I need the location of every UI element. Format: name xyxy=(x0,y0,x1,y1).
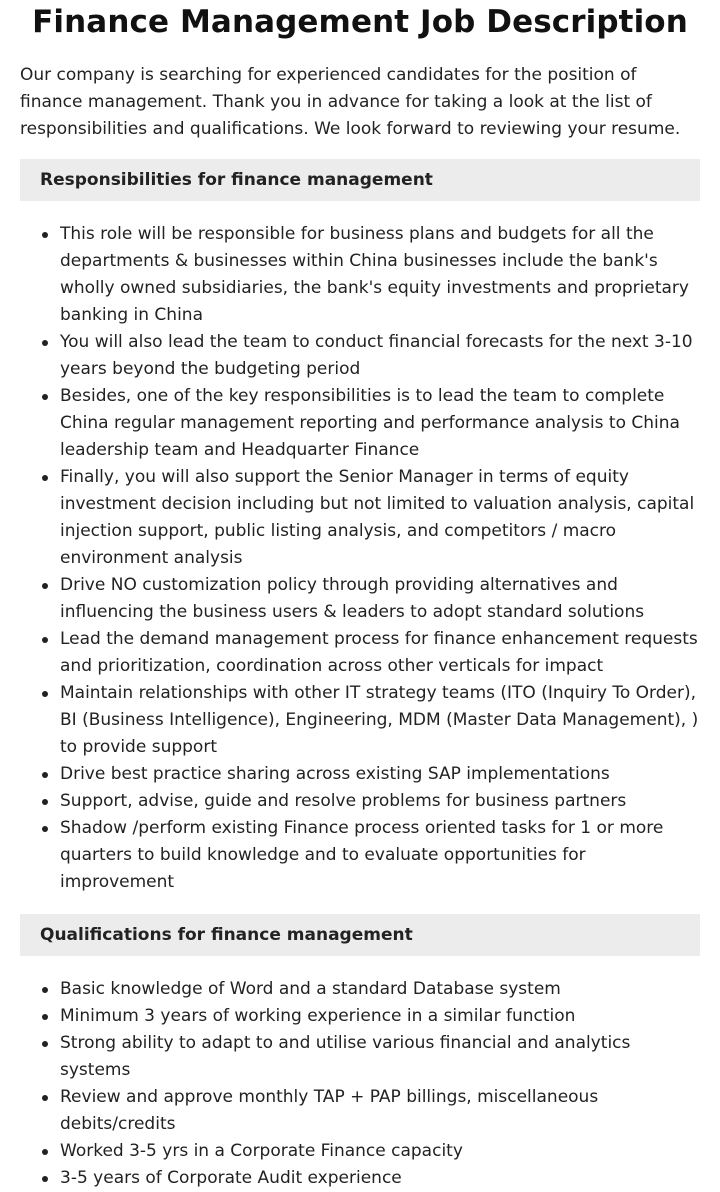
page-title: Finance Management Job Description xyxy=(32,4,688,40)
responsibilities-heading: Responsibilities for finance management xyxy=(20,159,700,201)
list-item: Strong ability to adapt to and utilise various financial and analytics systems xyxy=(60,1030,700,1084)
list-item: Support, advise, guide and resolve problems for business partners xyxy=(60,788,700,815)
list-item: Worked 3-5 yrs in a Corporate Finance capacity xyxy=(60,1138,700,1165)
qualifications-list xyxy=(20,976,700,1192)
responsibilities-section xyxy=(20,159,700,896)
list-item: This role will be responsible for business plans and budgets for all the departments & businesses within China businesses include the bank's wholly owned subsidiaries, the bank's equity investments and proprietary banking in China xyxy=(60,221,700,329)
list-item: You will also lead the team to conduct financial forecasts for the next 3-10 years beyond the budgeting period xyxy=(60,329,700,383)
qualifications-section xyxy=(20,914,700,1192)
list-item: 3-5 years of Corporate Audit experience xyxy=(60,1165,700,1192)
list-item: Drive best practice sharing across existing SAP implementations xyxy=(60,761,700,788)
responsibilities-list xyxy=(20,221,700,896)
list-item: Basic knowledge of Word and a standard Database system xyxy=(60,976,700,1003)
list-item: Besides, one of the key responsibilities is to lead the team to complete China regular management reporting and performance analysis to China leadership team and Headquarter Finance xyxy=(60,383,700,464)
list-item: Minimum 3 years of working experience in a similar function xyxy=(60,1003,700,1030)
qualifications-heading: Qualifications for finance management xyxy=(20,914,700,956)
list-item: Lead the demand management process for finance enhancement requests and prioritization, coordination across other verticals for impact xyxy=(60,626,700,680)
list-item: Maintain relationships with other IT strategy teams (ITO (Inquiry To Order), BI (Business Intelligence), Engineering, MDM (Master Data Management), ) to provide support xyxy=(60,680,700,761)
list-item: Shadow /perform existing Finance process oriented tasks for 1 or more quarters to build knowledge and to evaluate opportunities for improvement xyxy=(60,815,700,896)
intro-paragraph: Our company is searching for experienced candidates for the position of finance management. Thank you in advance for taking a look at the list of responsibilities and qualifications. We look forward to reviewing your resume. xyxy=(20,65,681,139)
list-item: Review and approve monthly TAP + PAP billings, miscellaneous debits/credits xyxy=(60,1084,700,1138)
list-item: Drive NO customization policy through providing alternatives and influencing the business users & leaders to adopt standard solutions xyxy=(60,572,700,626)
list-item: Finally, you will also support the Senior Manager in terms of equity investment decision including but not limited to valuation analysis, capital injection support, public listing analysis, and competitors / macro environment analysis xyxy=(60,464,700,572)
